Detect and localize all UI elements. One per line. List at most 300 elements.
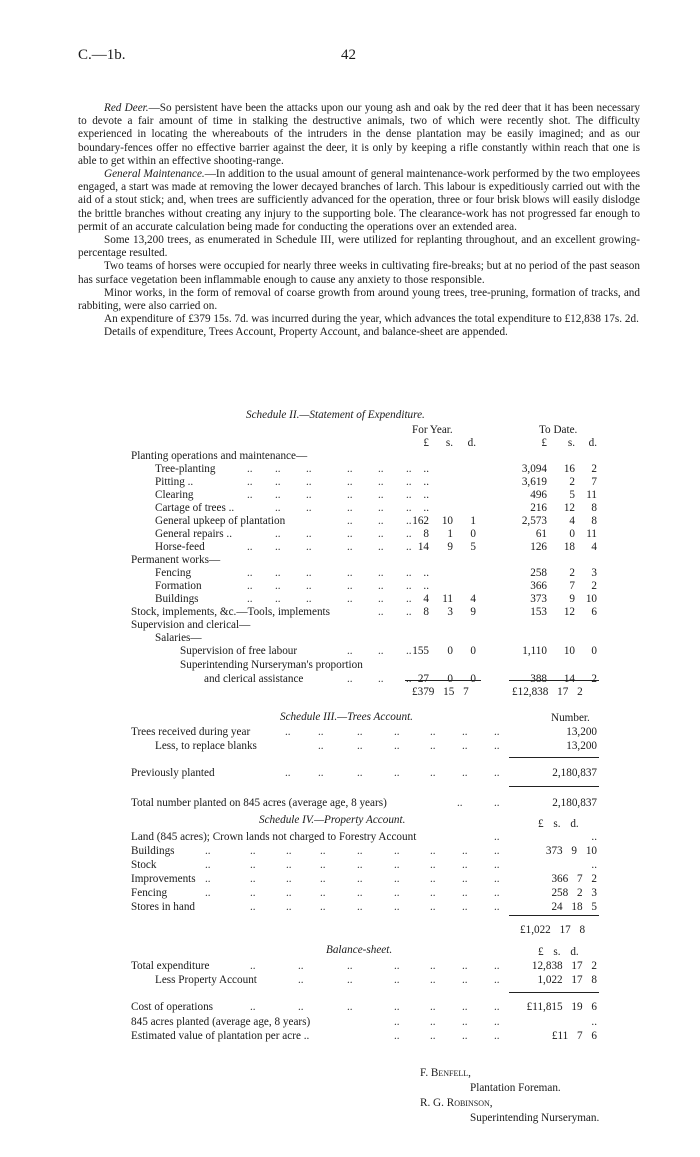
date-shilling-heading: s. bbox=[567, 437, 575, 449]
leader-dots: .. bbox=[306, 567, 312, 579]
leader-dots: .. bbox=[357, 726, 363, 738]
leader-dots: .. bbox=[298, 960, 304, 972]
leader-dots: .. bbox=[394, 887, 400, 899]
date-pence: 0 bbox=[591, 645, 597, 657]
leader-dots: .. bbox=[247, 580, 253, 592]
balance-row-label: Total expenditure bbox=[131, 960, 210, 972]
leader-dots: .. bbox=[347, 567, 353, 579]
leader-dots: .. bbox=[462, 974, 468, 986]
leader-dots: .. bbox=[462, 1030, 468, 1042]
leader-dots: .. bbox=[347, 580, 353, 592]
year-pounds: 4 bbox=[423, 593, 429, 605]
leader-dots: .. bbox=[250, 901, 256, 913]
leader-dots: .. bbox=[462, 740, 468, 752]
date-pounds: 373 bbox=[530, 593, 547, 605]
leader-dots: .. bbox=[378, 567, 384, 579]
leader-dots: .. bbox=[430, 726, 436, 738]
leader-dots: .. bbox=[406, 541, 412, 553]
leader-dots: .. bbox=[320, 845, 326, 857]
leader-dots: .. bbox=[378, 515, 384, 527]
year-shillings: 9 bbox=[447, 541, 453, 553]
leader-dots: .. bbox=[247, 593, 253, 605]
schedule-2-title: Schedule II.—Statement of Expenditure. bbox=[246, 409, 425, 421]
year-shillings: 0 bbox=[447, 645, 453, 657]
schedule-2-row-label: Superintending Nurseryman's proportion bbox=[180, 659, 363, 671]
leader-dots: .. bbox=[318, 726, 324, 738]
schedule-2-col-year: For Year. bbox=[412, 424, 453, 436]
leader-dots: .. bbox=[378, 463, 384, 475]
year-pounds: .. bbox=[423, 476, 429, 488]
leader-dots: .. bbox=[247, 476, 253, 488]
red-deer-heading: Red Deer. bbox=[104, 102, 149, 114]
leader-dots: .. bbox=[247, 541, 253, 553]
date-shillings: 7 bbox=[569, 580, 575, 592]
leader-dots: .. bbox=[285, 767, 291, 779]
year-shillings: 10 bbox=[441, 515, 453, 527]
leader-dots: .. bbox=[347, 673, 353, 685]
leader-dots: .. bbox=[494, 726, 500, 738]
leader-dots: .. bbox=[430, 1030, 436, 1042]
year-pounds: .. bbox=[423, 580, 429, 592]
schedule-3-rule-1 bbox=[509, 757, 599, 758]
balance-row-label: Cost of operations bbox=[131, 1001, 214, 1013]
schedule-2-row-label: Supervision of free labour bbox=[180, 645, 298, 657]
leader-dots: .. bbox=[286, 887, 292, 899]
year-pence: 9 bbox=[470, 606, 476, 618]
leader-dots: .. bbox=[357, 887, 363, 899]
leader-dots: .. bbox=[275, 580, 281, 592]
schedule-4-row-value: 373 9 10 bbox=[545, 845, 597, 857]
leader-dots: .. bbox=[347, 528, 353, 540]
leader-dots: .. bbox=[357, 767, 363, 779]
leader-dots: .. bbox=[347, 960, 353, 972]
leader-dots: .. bbox=[286, 901, 292, 913]
leader-dots: .. bbox=[394, 767, 400, 779]
leader-dots: .. bbox=[357, 845, 363, 857]
leader-dots: .. bbox=[494, 740, 500, 752]
leader-dots: .. bbox=[494, 873, 500, 885]
leader-dots: .. bbox=[320, 901, 326, 913]
schedule-3-rule-2 bbox=[509, 786, 599, 787]
leader-dots: .. bbox=[394, 974, 400, 986]
leader-dots: .. bbox=[378, 673, 384, 685]
leader-dots: .. bbox=[250, 845, 256, 857]
leader-dots: .. bbox=[286, 859, 292, 871]
leader-dots: .. bbox=[430, 901, 436, 913]
schedule-2-col-date: To Date. bbox=[539, 424, 578, 436]
document-reference: C.—1b. bbox=[78, 47, 126, 63]
schedule-4-row-label: Stock bbox=[131, 859, 157, 871]
leader-dots: .. bbox=[462, 845, 468, 857]
balance-row-value: 1,022 17 8 bbox=[537, 974, 597, 986]
date-pence: 3 bbox=[591, 567, 597, 579]
leader-dots: .. bbox=[378, 476, 384, 488]
leader-dots: .. bbox=[394, 1016, 400, 1028]
date-shillings: 16 bbox=[563, 463, 575, 475]
leader-dots: .. bbox=[430, 1001, 436, 1013]
schedule-4-row-value: 24 18 5 bbox=[551, 901, 597, 913]
leader-dots: .. bbox=[347, 476, 353, 488]
leader-dots: .. bbox=[250, 887, 256, 899]
leader-dots: .. bbox=[462, 767, 468, 779]
year-shillings: 0 bbox=[447, 673, 453, 685]
general-maintenance-heading: General Maintenance. bbox=[104, 168, 205, 181]
schedule-4-row-label: Buildings bbox=[131, 845, 175, 857]
leader-dots: .. bbox=[494, 859, 500, 871]
leader-dots: .. bbox=[430, 845, 436, 857]
schedule-3-col-number: Number. bbox=[551, 712, 590, 724]
schedule-3-row-label: Less, to replace blanks bbox=[155, 740, 257, 752]
leader-dots: .. bbox=[286, 845, 292, 857]
body-text bbox=[78, 102, 640, 340]
leader-dots: .. bbox=[406, 567, 412, 579]
schedule-2-row-label: Cartage of trees .. bbox=[155, 502, 235, 514]
schedule-4-row-label: Fencing bbox=[131, 887, 168, 899]
schedule-2-total-date: £12,838 17 2 bbox=[512, 686, 583, 698]
page-number: 42 bbox=[341, 47, 356, 63]
schedule-3-row-label: Trees received during year bbox=[131, 726, 251, 738]
leader-dots: .. bbox=[320, 887, 326, 899]
year-pence: 1 bbox=[470, 515, 476, 527]
balance-row-value: 12,838 17 2 bbox=[531, 960, 597, 972]
leader-dots: .. bbox=[306, 489, 312, 501]
leader-dots: .. bbox=[430, 767, 436, 779]
leader-dots: .. bbox=[430, 1016, 436, 1028]
leader-dots: .. bbox=[250, 859, 256, 871]
minor-works-paragraph: Minor works, in the form of removal of coarse growth from around young trees, tree-pruning, formation of tracks, and rabbiting, were also carried on. bbox=[78, 286, 640, 313]
year-pounds: .. bbox=[423, 463, 429, 475]
balance-row-value: £11 7 6 bbox=[551, 1030, 597, 1042]
leader-dots: .. bbox=[406, 673, 412, 685]
year-pence: 0 bbox=[470, 645, 476, 657]
schedule-4-lsd: £ s. d. bbox=[538, 818, 579, 830]
leader-dots: .. bbox=[306, 502, 312, 514]
leader-dots: .. bbox=[394, 859, 400, 871]
date-shillings: 12 bbox=[563, 502, 575, 514]
leader-dots: .. bbox=[320, 873, 326, 885]
date-shillings: 0 bbox=[569, 528, 575, 540]
schedule-4-row-value: .. bbox=[591, 859, 597, 871]
leader-dots: .. bbox=[406, 502, 412, 514]
date-pounds: 153 bbox=[530, 606, 547, 618]
signature-2-name: R. G. Robinson, bbox=[420, 1097, 493, 1109]
leader-dots: .. bbox=[298, 974, 304, 986]
leader-dots: .. bbox=[430, 873, 436, 885]
leader-dots: .. bbox=[378, 580, 384, 592]
leader-dots: .. bbox=[462, 901, 468, 913]
leader-dots: .. bbox=[275, 528, 281, 540]
leader-dots: .. bbox=[357, 873, 363, 885]
year-shillings: 3 bbox=[447, 606, 453, 618]
leader-dots: .. bbox=[394, 873, 400, 885]
date-shillings: 9 bbox=[569, 593, 575, 605]
leader-dots: .. bbox=[430, 740, 436, 752]
year-pounds: 8 bbox=[423, 528, 429, 540]
leader-dots: .. bbox=[494, 901, 500, 913]
schedule-4-total: £1,022 17 8 bbox=[520, 924, 586, 936]
leader-dots: .. bbox=[378, 489, 384, 501]
leader-dots: .. bbox=[457, 797, 463, 809]
leader-dots: .. bbox=[378, 606, 384, 618]
leader-dots: .. bbox=[306, 528, 312, 540]
year-pence: 4 bbox=[470, 593, 476, 605]
leader-dots: .. bbox=[394, 1030, 400, 1042]
year-pounds: 8 bbox=[423, 606, 429, 618]
date-pounds: 61 bbox=[535, 528, 547, 540]
leader-dots: .. bbox=[462, 873, 468, 885]
details-paragraph: Details of expenditure, Trees Account, Property Account, and balance-sheet are appended. bbox=[104, 326, 508, 339]
schedule-4-row-label: Stores in hand bbox=[131, 901, 196, 913]
schedule-4-row-label: Land (845 acres); Crown lands not charged to Forestry Account bbox=[131, 831, 417, 843]
schedule-2-row-label: Horse-feed bbox=[155, 541, 205, 553]
leader-dots: .. bbox=[347, 463, 353, 475]
date-shillings: 12 bbox=[563, 606, 575, 618]
year-pence: 0 bbox=[470, 673, 476, 685]
date-pence: 6 bbox=[591, 606, 597, 618]
leader-dots: .. bbox=[462, 887, 468, 899]
year-pound-heading: £ bbox=[423, 437, 429, 449]
leader-dots: .. bbox=[494, 1030, 500, 1042]
date-pound-heading: £ bbox=[541, 437, 547, 449]
date-pounds: 388 bbox=[530, 673, 547, 685]
leader-dots: .. bbox=[286, 873, 292, 885]
leader-dots: .. bbox=[406, 580, 412, 592]
leader-dots: .. bbox=[247, 489, 253, 501]
balance-sheet-title: Balance-sheet. bbox=[326, 944, 393, 956]
leader-dots: .. bbox=[406, 489, 412, 501]
leader-dots: .. bbox=[205, 873, 211, 885]
date-shillings: 5 bbox=[569, 489, 575, 501]
replanting-paragraph: Some 13,200 trees, as enumerated in Schedule III, were utilized for replanting throughout, and an excellent growing-percentage resulted. bbox=[78, 234, 640, 260]
schedule-2-row-label: General repairs .. bbox=[155, 528, 233, 540]
general-maintenance-paragraph: —In addition to the usual amount of general maintenance-work performed by the two employees engaged, a start was made at removing the lower decayed branches of larch. This labour is expeditiously carried out with the aid of a stout stick; and, when trees are sufficiently advanced for the operation, three or four brisk blows will easily dislodge the brittle branches without creating any injury to the supporting bole. The clearance-work has not progressed far enough to permit of an accurate calculation being made for conducting the operations over an extended area. bbox=[78, 168, 641, 233]
schedule-4-row-value: 366 7 2 bbox=[551, 873, 597, 885]
date-pence: 2 bbox=[591, 673, 597, 685]
schedule-4-row-value: 258 2 3 bbox=[551, 887, 597, 899]
leader-dots: .. bbox=[406, 606, 412, 618]
leader-dots: .. bbox=[205, 887, 211, 899]
date-pence: 4 bbox=[591, 541, 597, 553]
leader-dots: .. bbox=[494, 974, 500, 986]
balance-row-value: £11,815 19 6 bbox=[526, 1001, 597, 1013]
leader-dots: .. bbox=[347, 515, 353, 527]
leader-dots: .. bbox=[347, 541, 353, 553]
fire-breaks-paragraph: Two teams of horses were occupied for nearly three weeks in cultivating fire-breaks; but at no period of the past season has surface vegetation been inflammable enough to cause any anxiety to those responsible. bbox=[78, 260, 640, 286]
leader-dots: .. bbox=[462, 1001, 468, 1013]
leader-dots: .. bbox=[247, 567, 253, 579]
year-pounds: .. bbox=[423, 502, 429, 514]
leader-dots: .. bbox=[250, 873, 256, 885]
leader-dots: .. bbox=[394, 740, 400, 752]
schedule-2-row-label: Tree-planting bbox=[155, 463, 216, 475]
leader-dots: .. bbox=[462, 960, 468, 972]
balance-row-label: 845 acres planted (average age, 8 years) bbox=[131, 1016, 311, 1028]
leader-dots: .. bbox=[494, 960, 500, 972]
schedule-3-row-value: 13,200 bbox=[566, 740, 597, 752]
leader-dots: .. bbox=[406, 515, 412, 527]
year-pounds: .. bbox=[423, 567, 429, 579]
leader-dots: .. bbox=[406, 463, 412, 475]
leader-dots: .. bbox=[320, 859, 326, 871]
schedule-2-row-label: Permanent works— bbox=[131, 554, 221, 566]
schedule-3-row-value: 2,180,837 bbox=[552, 797, 597, 809]
leader-dots: .. bbox=[378, 645, 384, 657]
leader-dots: .. bbox=[494, 845, 500, 857]
year-pence: 0 bbox=[470, 528, 476, 540]
date-pence: 2 bbox=[591, 580, 597, 592]
balance-row-label: Estimated value of plantation per acre .. bbox=[131, 1030, 310, 1042]
leader-dots: .. bbox=[306, 580, 312, 592]
leader-dots: .. bbox=[250, 960, 256, 972]
schedule-2-row-label: Pitting .. bbox=[155, 476, 194, 488]
schedule-2-year-rule bbox=[405, 680, 481, 681]
date-pounds: 258 bbox=[530, 567, 547, 579]
schedule-2-row-label: Fencing bbox=[155, 567, 192, 579]
date-pounds: 2,573 bbox=[521, 515, 547, 527]
leader-dots: .. bbox=[406, 593, 412, 605]
leader-dots: .. bbox=[347, 645, 353, 657]
date-pence: 10 bbox=[585, 593, 597, 605]
date-shillings: 18 bbox=[563, 541, 575, 553]
date-shillings: 2 bbox=[569, 567, 575, 579]
signature-1-name: F. Benfell, bbox=[420, 1067, 471, 1079]
year-pounds: 155 bbox=[412, 645, 429, 657]
leader-dots: .. bbox=[205, 859, 211, 871]
schedule-3-row-value: 13,200 bbox=[566, 726, 597, 738]
leader-dots: .. bbox=[306, 593, 312, 605]
schedule-2-row-label: Salaries— bbox=[155, 632, 202, 644]
schedule-3-row-value: 2,180,837 bbox=[552, 767, 597, 779]
leader-dots: .. bbox=[494, 1016, 500, 1028]
date-pence-heading: d. bbox=[588, 437, 597, 449]
schedule-3-row-label: Previously planted bbox=[131, 767, 215, 779]
date-pounds: 366 bbox=[530, 580, 547, 592]
leader-dots: .. bbox=[285, 726, 291, 738]
schedule-3-row-label: Total number planted on 845 acres (average age, 8 years) bbox=[131, 797, 387, 809]
date-shillings: 4 bbox=[569, 515, 575, 527]
year-shilling-heading: s. bbox=[445, 437, 453, 449]
leader-dots: .. bbox=[275, 567, 281, 579]
leader-dots: .. bbox=[205, 845, 211, 857]
leader-dots: .. bbox=[275, 476, 281, 488]
schedule-2-total-year: £379 15 7 bbox=[412, 686, 469, 698]
leader-dots: .. bbox=[347, 974, 353, 986]
leader-dots: .. bbox=[430, 960, 436, 972]
leader-dots: .. bbox=[357, 901, 363, 913]
leader-dots: .. bbox=[394, 960, 400, 972]
leader-dots: .. bbox=[406, 645, 412, 657]
leader-dots: .. bbox=[347, 593, 353, 605]
year-pounds: .. bbox=[423, 489, 429, 501]
date-shillings: 14 bbox=[563, 673, 575, 685]
balance-sheet-lsd: £ s. d. bbox=[538, 946, 579, 958]
date-pence: 2 bbox=[591, 463, 597, 475]
year-pounds: 27 bbox=[417, 673, 429, 685]
signature-2-title: Superintending Nurseryman. bbox=[470, 1112, 600, 1124]
balance-row-label: Less Property Account bbox=[155, 974, 257, 986]
leader-dots: .. bbox=[275, 502, 281, 514]
date-pounds: 3,094 bbox=[521, 463, 547, 475]
leader-dots: .. bbox=[378, 502, 384, 514]
year-shillings: 1 bbox=[447, 528, 453, 540]
leader-dots: .. bbox=[394, 1001, 400, 1013]
schedule-4-row-label: Improvements bbox=[131, 873, 196, 885]
leader-dots: .. bbox=[347, 489, 353, 501]
leader-dots: .. bbox=[494, 767, 500, 779]
leader-dots: .. bbox=[494, 1001, 500, 1013]
leader-dots: .. bbox=[378, 528, 384, 540]
balance-sheet-rule bbox=[509, 992, 599, 993]
leader-dots: .. bbox=[494, 831, 500, 843]
date-pence: 8 bbox=[591, 515, 597, 527]
schedule-2-row-label: Supervision and clerical— bbox=[131, 619, 251, 631]
schedule-2-row-label: Stock, implements, &c.—Tools, implements bbox=[131, 606, 331, 618]
leader-dots: .. bbox=[275, 593, 281, 605]
leader-dots: .. bbox=[318, 740, 324, 752]
date-pounds: 496 bbox=[530, 489, 547, 501]
signature-1-title: Plantation Foreman. bbox=[470, 1082, 561, 1094]
leader-dots: .. bbox=[378, 593, 384, 605]
leader-dots: .. bbox=[462, 1016, 468, 1028]
schedule-4-title: Schedule IV.—Property Account. bbox=[259, 814, 406, 826]
date-pounds: 216 bbox=[530, 502, 547, 514]
leader-dots: .. bbox=[250, 1001, 256, 1013]
leader-dots: .. bbox=[394, 726, 400, 738]
leader-dots: .. bbox=[306, 463, 312, 475]
leader-dots: .. bbox=[394, 901, 400, 913]
year-pence: 5 bbox=[470, 541, 476, 553]
leader-dots: .. bbox=[378, 541, 384, 553]
schedule-3-title: Schedule III.—Trees Account. bbox=[280, 711, 413, 723]
leader-dots: .. bbox=[306, 541, 312, 553]
schedule-2-row-label: Formation bbox=[155, 580, 202, 592]
schedule-2-row-label: Planting operations and maintenance— bbox=[131, 450, 308, 462]
schedule-2-row-label: and clerical assistance bbox=[204, 673, 304, 685]
year-pounds: 162 bbox=[412, 515, 429, 527]
leader-dots: .. bbox=[275, 541, 281, 553]
red-deer-paragraph: —So persistent have been the attacks upon our young ash and oak by the red deer that it has been necessary to devote a fair amount of time in stalking the destructive animals, two of which were recently shot. The difficulty experienced in locating the whereabouts of the intruders in the dense plantation may be easily imagined; and as our boundary-fences offer no effective barrier against the deer, it is only by keeping a rifle constantly within reach that one is able to get within an effective shooting-range. bbox=[78, 102, 640, 167]
date-pence: 11 bbox=[586, 528, 597, 540]
year-pounds: 14 bbox=[417, 541, 429, 553]
leader-dots: .. bbox=[430, 974, 436, 986]
year-pence-heading: d. bbox=[467, 437, 476, 449]
date-pence: 7 bbox=[591, 476, 597, 488]
leader-dots: .. bbox=[494, 887, 500, 899]
leader-dots: .. bbox=[357, 859, 363, 871]
leader-dots: .. bbox=[275, 463, 281, 475]
leader-dots: .. bbox=[247, 463, 253, 475]
date-shillings: 2 bbox=[569, 476, 575, 488]
date-pounds: 126 bbox=[530, 541, 547, 553]
date-pounds: 1,110 bbox=[522, 645, 547, 657]
leader-dots: .. bbox=[306, 476, 312, 488]
leader-dots: .. bbox=[347, 1001, 353, 1013]
date-shillings: 10 bbox=[563, 645, 575, 657]
leader-dots: .. bbox=[462, 726, 468, 738]
leader-dots: .. bbox=[494, 797, 500, 809]
leader-dots: .. bbox=[357, 740, 363, 752]
leader-dots: .. bbox=[430, 859, 436, 871]
date-pence: 8 bbox=[591, 502, 597, 514]
schedule-2-row-label: Buildings bbox=[155, 593, 199, 605]
schedule-4-row-value: .. bbox=[591, 831, 597, 843]
leader-dots: .. bbox=[462, 859, 468, 871]
leader-dots: .. bbox=[275, 489, 281, 501]
schedule-2-date-rule bbox=[509, 680, 599, 681]
year-shillings: 11 bbox=[442, 593, 453, 605]
leader-dots: .. bbox=[347, 502, 353, 514]
schedule-2-row-label: General upkeep of plantation bbox=[155, 515, 286, 527]
